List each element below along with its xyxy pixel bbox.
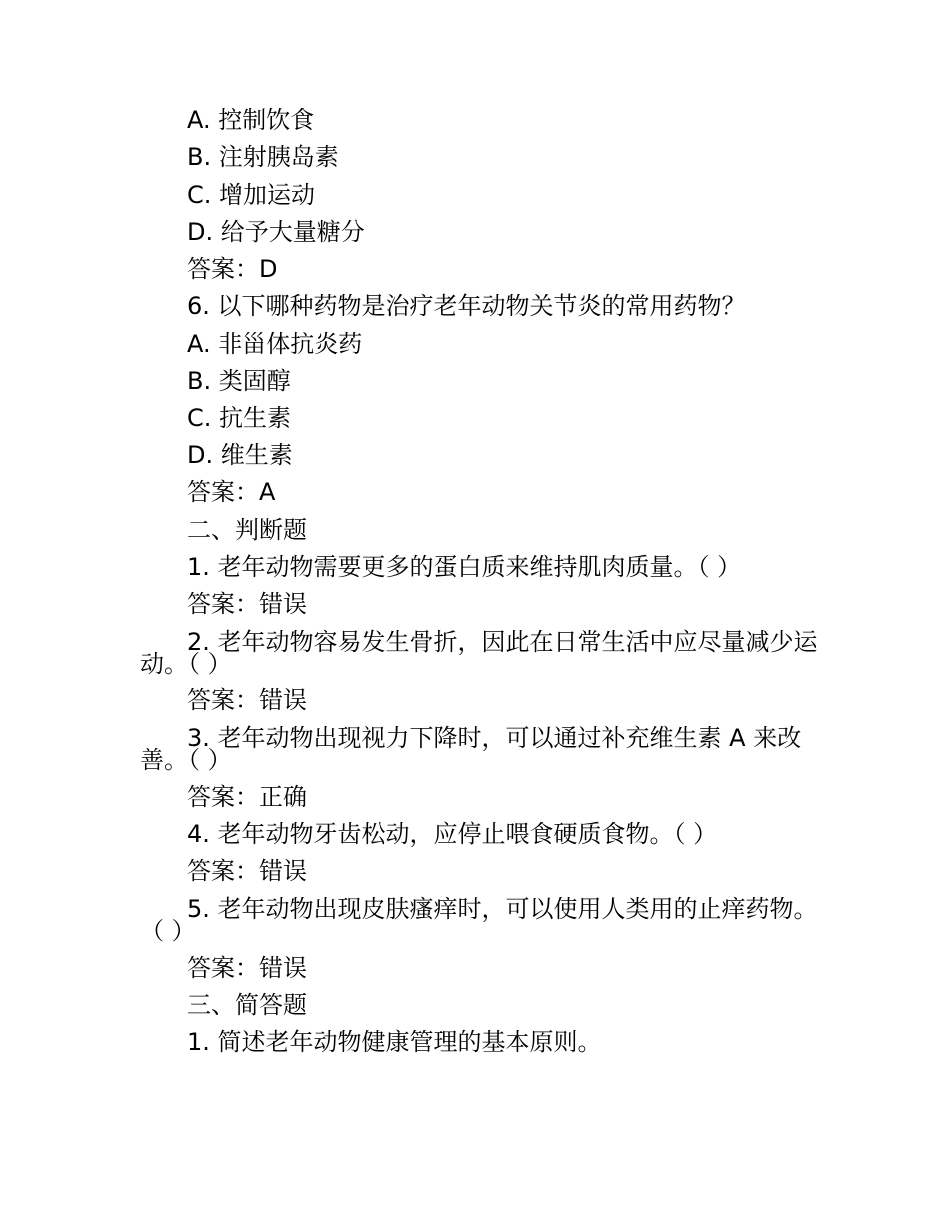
option-c-exercise: C. 增加运动 (187, 181, 316, 209)
option-b-insulin: B. 注射胰岛素 (187, 143, 339, 171)
tf-answer-1: 答案：错误 (187, 590, 307, 618)
tf-answer-3: 答案：正确 (187, 783, 307, 811)
option-d-sugar: D. 给予大量糖分 (187, 218, 365, 246)
tf-question-2: 2. 老年动物容易发生骨折，因此在日常生活中应尽量减少运动。（ ） (140, 628, 818, 678)
tf-question-5: 5. 老年动物出现皮肤瘙痒时，可以使用人类用的止痒药物。（ ） (140, 895, 818, 945)
sa-question-1: 1. 简述老年动物健康管理的基本原则。 (187, 1028, 602, 1056)
section-heading-true-false: 二、判断题 (187, 516, 307, 544)
section-heading-short-answer: 三、简答题 (187, 991, 307, 1019)
tf-answer-2: 答案：错误 (187, 686, 307, 714)
option-a-nsaid: A. 非甾体抗炎药 (187, 330, 363, 358)
question-6: 6. 以下哪种药物是治疗老年动物关节炎的常用药物？ (187, 292, 746, 320)
tf-answer-4: 答案：错误 (187, 857, 307, 885)
option-b-steroid: B. 类固醇 (187, 367, 291, 395)
option-c-antibiotic: C. 抗生素 (187, 404, 292, 432)
tf-answer-5: 答案：错误 (187, 954, 307, 982)
option-a-control-diet: A. 控制饮食 (187, 106, 315, 134)
tf-question-1: 1. 老年动物需要更多的蛋白质来维持肌肉质量。（ ） (187, 553, 742, 581)
answer-5: 答案：D (187, 255, 278, 283)
tf-question-4: 4. 老年动物牙齿松动，应停止喂食硬质食物。（ ） (187, 820, 718, 848)
tf-question-3: 3. 老年动物出现视力下降时，可以通过补充维生素 A 来改善。（ ） (140, 724, 802, 774)
answer-6: 答案：A (187, 478, 276, 506)
option-d-vitamin: D. 维生素 (187, 441, 293, 469)
